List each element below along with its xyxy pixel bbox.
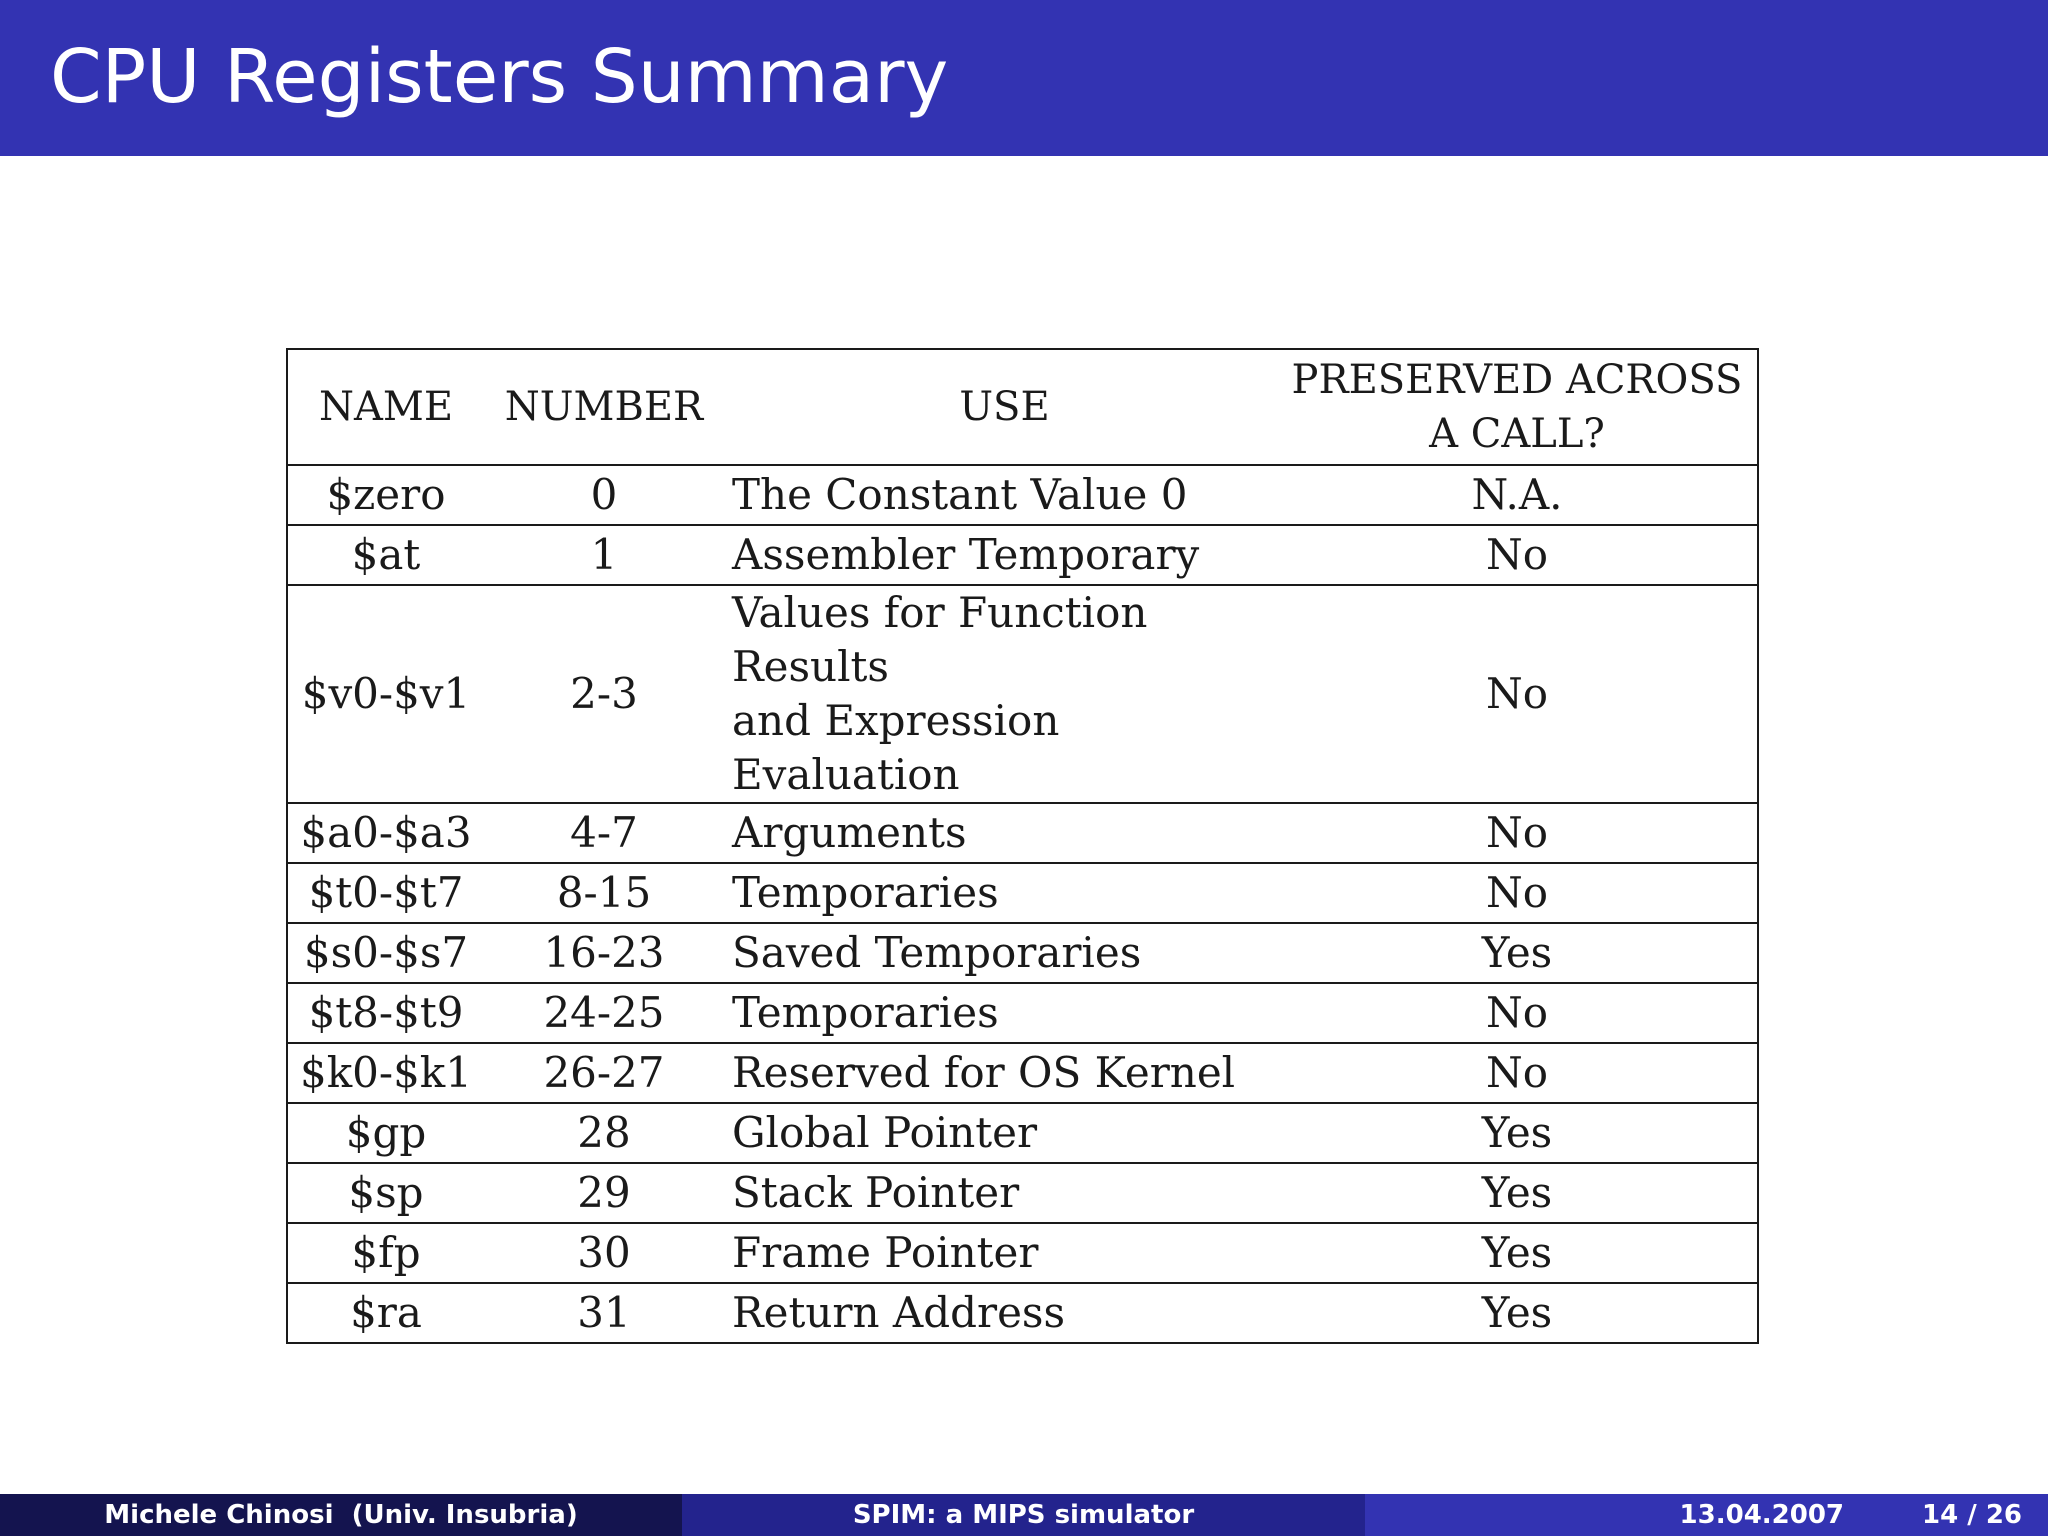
cell-use-line1: Stack Pointer (732, 1168, 1020, 1217)
table-row (287, 1283, 1758, 1343)
table-row (287, 1223, 1758, 1283)
cell-preserved: No (1277, 525, 1758, 585)
cell-preserved: No (1277, 1043, 1758, 1103)
footer-talk-title-text: SPIM: a MIPS simulator (852, 1500, 1195, 1530)
slide-title-bar (0, 0, 2048, 156)
table-row (287, 525, 1758, 585)
header-preserved (1277, 349, 1758, 465)
table-row (287, 983, 1758, 1043)
footer-date-page (1365, 1494, 2048, 1536)
cell-register-number: 4-7 (484, 803, 724, 863)
cell-register-name: $at (287, 525, 484, 585)
cell-register-use (724, 1163, 1277, 1223)
footer-author-text: Michele Chinosi (Univ. Insubria) (104, 1500, 578, 1530)
cell-register-name: $sp (287, 1163, 484, 1223)
register-table (286, 348, 1759, 1344)
cell-use-line2: and Expression Evaluation (732, 696, 1060, 799)
cell-register-name: $t8-$t9 (287, 983, 484, 1043)
cell-register-use (724, 1043, 1277, 1103)
cell-register-name: $fp (287, 1223, 484, 1283)
cell-preserved: No (1277, 863, 1758, 923)
cell-register-number: 26-27 (484, 1043, 724, 1103)
slide-footer (0, 1494, 2048, 1536)
cell-register-name: $gp (287, 1103, 484, 1163)
cell-use-line1: The Constant Value 0 (732, 470, 1188, 519)
table-row (287, 803, 1758, 863)
cell-register-number: 24-25 (484, 983, 724, 1043)
cell-register-name: $t0-$t7 (287, 863, 484, 923)
cell-use-line1: Return Address (732, 1288, 1066, 1337)
cell-register-number: 2-3 (484, 585, 724, 803)
cell-register-use (724, 803, 1277, 863)
cell-preserved: No (1277, 803, 1758, 863)
cell-register-use (724, 863, 1277, 923)
cell-register-use (724, 1223, 1277, 1283)
cell-use-line1: Global Pointer (732, 1108, 1038, 1157)
cell-register-number: 1 (484, 525, 724, 585)
cell-use-line1: Reserved for OS Kernel (732, 1048, 1236, 1097)
cell-use-line1: Temporaries (732, 868, 999, 917)
cell-register-name: $a0-$a3 (287, 803, 484, 863)
cell-register-number: 28 (484, 1103, 724, 1163)
cell-preserved: No (1277, 983, 1758, 1043)
footer-author (0, 1494, 682, 1536)
cell-use-line1: Assembler Temporary (732, 530, 1200, 579)
footer-talk-title (682, 1494, 1365, 1536)
table-row (287, 863, 1758, 923)
cell-register-name: $k0-$k1 (287, 1043, 484, 1103)
cell-register-use (724, 1283, 1277, 1343)
footer-date: 13.04.2007 (1679, 1500, 1845, 1530)
cell-preserved: Yes (1277, 1163, 1758, 1223)
cell-register-use (724, 1103, 1277, 1163)
register-table-figure (286, 348, 1759, 1337)
table-row (287, 1103, 1758, 1163)
header-name: NAME (318, 384, 454, 430)
table-row (287, 923, 1758, 983)
slide-title: CPU Registers Summary (50, 34, 949, 120)
cell-register-use (724, 923, 1277, 983)
table-row (287, 1043, 1758, 1103)
cell-preserved: Yes (1277, 1223, 1758, 1283)
cell-use-line1: Temporaries (732, 988, 999, 1037)
cell-register-number: 31 (484, 1283, 724, 1343)
cell-register-number: 8-15 (484, 863, 724, 923)
table-row (287, 1163, 1758, 1223)
cell-register-name: $zero (287, 465, 484, 525)
table-header-row (287, 349, 1758, 465)
cell-preserved: Yes (1277, 923, 1758, 983)
cell-preserved: No (1277, 585, 1758, 803)
table-body (287, 465, 1758, 1343)
cell-use-line1: Values for Function Results (732, 588, 1148, 691)
cell-register-name: $ra (287, 1283, 484, 1343)
cell-use-line1: Saved Temporaries (732, 928, 1142, 977)
cell-register-name: $v0-$v1 (287, 585, 484, 803)
header-number: NUMBER (504, 384, 704, 430)
cell-use-line1: Frame Pointer (732, 1228, 1039, 1277)
cell-register-number: 30 (484, 1223, 724, 1283)
cell-preserved: N.A. (1277, 465, 1758, 525)
cell-register-use (724, 983, 1277, 1043)
cell-preserved: Yes (1277, 1103, 1758, 1163)
header-use: USE (959, 384, 1050, 430)
table-row (287, 465, 1758, 525)
cell-use-line1: Arguments (732, 808, 967, 857)
cell-register-use (724, 525, 1277, 585)
cell-register-number: 16-23 (484, 923, 724, 983)
header-preserved-line1: PRESERVED ACROSS (1291, 357, 1743, 403)
cell-preserved: Yes (1277, 1283, 1758, 1343)
header-preserved-line2: A CALL? (1429, 411, 1605, 457)
table-row (287, 585, 1758, 803)
cell-register-number: 29 (484, 1163, 724, 1223)
cell-register-use (724, 585, 1277, 803)
cell-register-number: 0 (484, 465, 724, 525)
cell-register-name: $s0-$s7 (287, 923, 484, 983)
cell-register-use (724, 465, 1277, 525)
footer-page-number: 14 / 26 (1922, 1500, 2022, 1530)
